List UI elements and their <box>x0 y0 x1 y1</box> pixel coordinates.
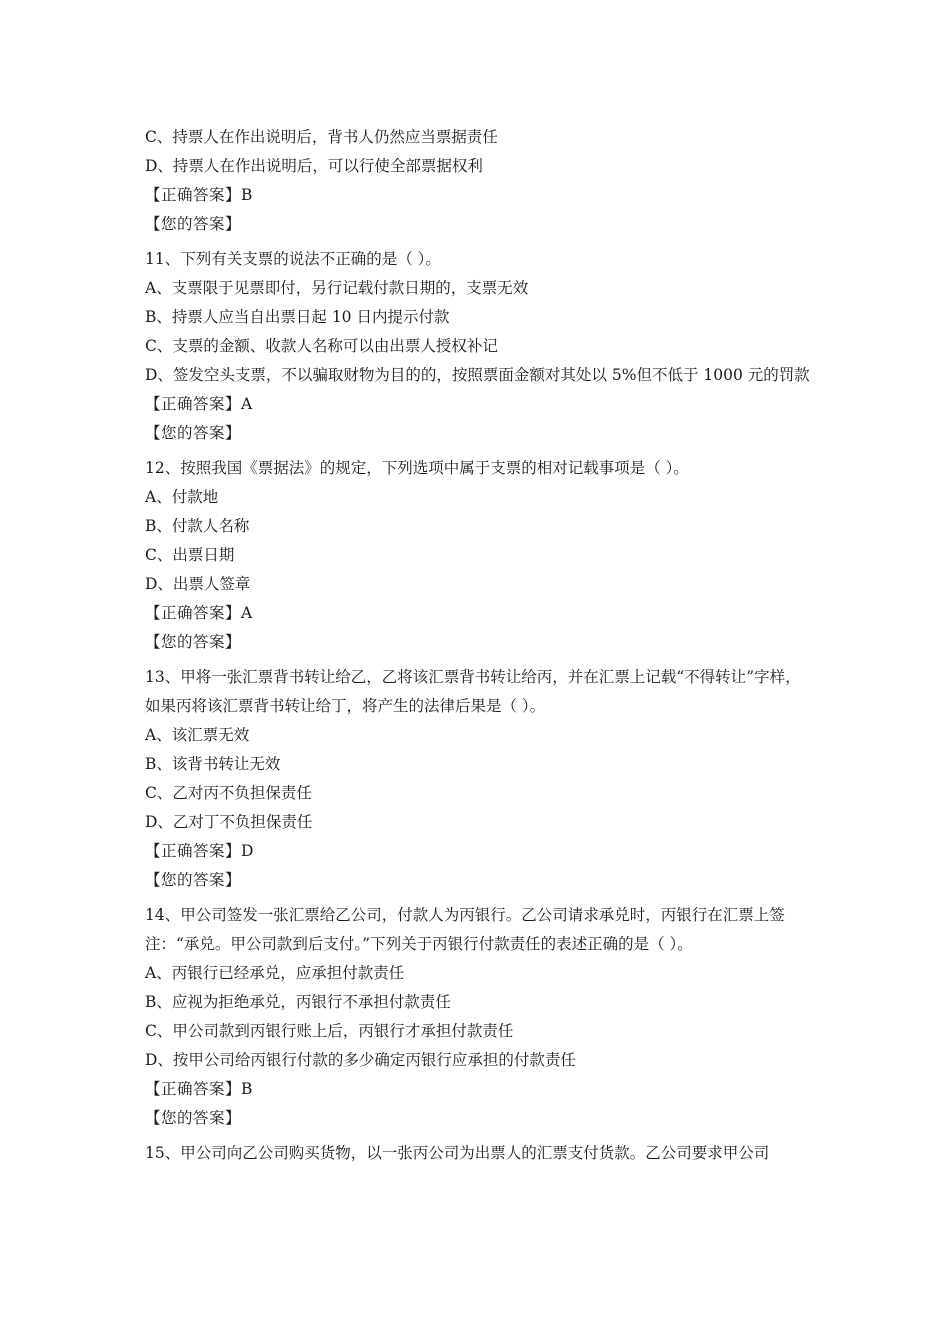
option-c: C、出票日期 <box>145 546 235 564</box>
question-13 <box>145 663 815 895</box>
your-answer: 【您的答案】 <box>145 1109 242 1127</box>
option-a: A、付款地 <box>145 488 219 506</box>
your-answer: 【您的答案】 <box>145 633 242 651</box>
option-d: D、签发空头支票，不以骗取财物为目的的，按照票面金额对其处以 5%但不低于 1000 元的罚款 <box>145 366 810 384</box>
option-c: C、支票的金额、收款人名称可以由出票人授权补记 <box>145 337 498 355</box>
your-answer: 【您的答案】 <box>145 871 242 889</box>
correct-answer: 【正确答案】A <box>145 604 253 622</box>
option-b: B、持票人应当自出票日起 10 日内提示付款 <box>145 308 450 326</box>
option-c: C、乙对丙不负担保责任 <box>145 784 312 802</box>
option-d: D、按甲公司给丙银行付款的多少确定丙银行应承担的付款责任 <box>145 1051 576 1069</box>
correct-answer: 【正确答案】D <box>145 842 254 860</box>
option-b: B、付款人名称 <box>145 517 250 535</box>
question-stem: 11、下列有关支票的说法不正确的是（ ）。 <box>145 250 441 268</box>
option-a: A、该汇票无效 <box>145 726 250 744</box>
option-a: A、丙银行已经承兑，应承担付款责任 <box>145 964 405 982</box>
your-answer: 【您的答案】 <box>145 215 242 233</box>
correct-answer: 【正确答案】A <box>145 395 253 413</box>
question-stem: 14、甲公司签发一张汇票给乙公司，付款人为丙银行。乙公司请求承兑时，丙银行在汇票上签注：“承兑。甲公司款到后支付。”下列关于丙银行付款责任的表述正确的是（ ）。 <box>145 906 785 953</box>
question-10-tail <box>145 123 815 239</box>
option-a: A、支票限于见票即付，另行记载付款日期的，支票无效 <box>145 279 529 297</box>
your-answer: 【您的答案】 <box>145 424 242 442</box>
option-d: D、乙对丁不负担保责任 <box>145 813 313 831</box>
question-stem: 12、按照我国《票据法》的规定，下列选项中属于支票的相对记载事项是（ ）。 <box>145 459 689 477</box>
question-stem: 15、甲公司向乙公司购买货物，以一张丙公司为出票人的汇票支付货款。乙公司要求甲公司 <box>145 1144 770 1162</box>
option-b: B、应视为拒绝承兑，丙银行不承担付款责任 <box>145 993 451 1011</box>
question-list <box>145 123 815 1168</box>
question-11 <box>145 245 815 448</box>
option-c: C、持票人在作出说明后，背书人仍然应当票据责任 <box>145 128 498 146</box>
question-12 <box>145 454 815 657</box>
option-c: C、甲公司款到丙银行账上后，丙银行才承担付款责任 <box>145 1022 514 1040</box>
option-b: B、该背书转让无效 <box>145 755 281 773</box>
question-15 <box>145 1139 815 1168</box>
option-d: D、持票人在作出说明后，可以行使全部票据权利 <box>145 157 483 175</box>
question-14 <box>145 901 815 1133</box>
question-stem: 13、甲将一张汇票背书转让给乙，乙将该汇票背书转让给丙，并在汇票上记载“不得转让”字样，如果丙将该汇票背书转让给丁，将产生的法律后果是（ ）。 <box>145 668 801 715</box>
option-d: D、出票人签章 <box>145 575 251 593</box>
correct-answer: 【正确答案】B <box>145 186 253 204</box>
correct-answer: 【正确答案】B <box>145 1080 253 1098</box>
